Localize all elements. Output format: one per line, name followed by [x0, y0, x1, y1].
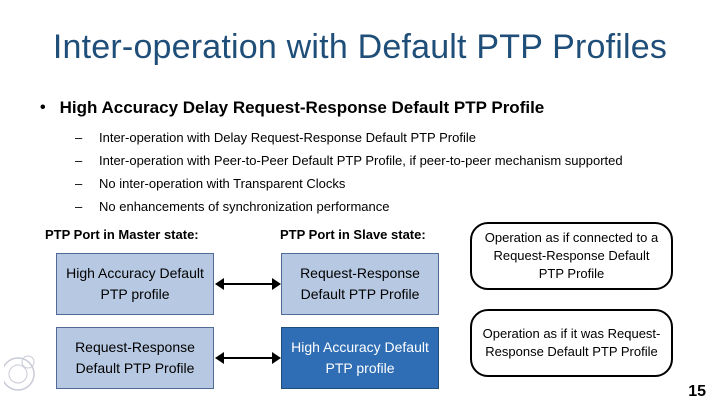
main-bullet-text: High Accuracy Delay Request-Response Default PTP Profile	[59, 98, 545, 117]
main-bullet	[40, 98, 544, 118]
list-item-text: Inter-operation with Delay Request-Response Default PTP Profile	[99, 130, 476, 145]
dash-symbol: –	[75, 199, 83, 214]
cern-logo-icon	[4, 344, 38, 400]
sub-bullet-list	[75, 126, 623, 218]
dash-symbol: –	[75, 130, 83, 145]
list-item-text: No inter-operation with Transparent Clocks	[99, 176, 346, 191]
list-item	[75, 126, 623, 149]
list-item-text: No enhancements of synchronization performance	[99, 199, 390, 214]
page-number: 15	[688, 383, 706, 400]
row2-callout: Operation as if it was Request-Response Default PTP Profile	[470, 309, 673, 377]
dash-symbol: –	[75, 153, 83, 168]
row1-callout: Operation as if connected to a Request-Response Default PTP Profile	[470, 222, 673, 290]
row1-master-box: High Accuracy Default PTP profile	[56, 253, 214, 315]
master-state-header: PTP Port in Master state:	[45, 227, 199, 242]
row1-slave-box: Request-Response Default PTP Profile	[281, 253, 439, 315]
list-item	[75, 172, 623, 195]
row1-bidirectional-arrow-icon	[214, 274, 282, 294]
row2-slave-box: High Accuracy Default PTP profile	[281, 327, 439, 389]
list-item	[75, 149, 623, 172]
list-item-text: Inter-operation with Peer-to-Peer Default PTP Profile, if peer-to-peer mechanism supported	[99, 153, 623, 168]
bullet-symbol: •	[40, 99, 46, 116]
slave-state-header: PTP Port in Slave state:	[280, 227, 426, 242]
slide-title: Inter-operation with Default PTP Profiles	[52, 28, 668, 66]
dash-symbol: –	[75, 176, 83, 191]
row2-bidirectional-arrow-icon	[214, 348, 282, 368]
list-item	[75, 195, 623, 218]
row2-master-box: Request-Response Default PTP Profile	[56, 327, 214, 389]
